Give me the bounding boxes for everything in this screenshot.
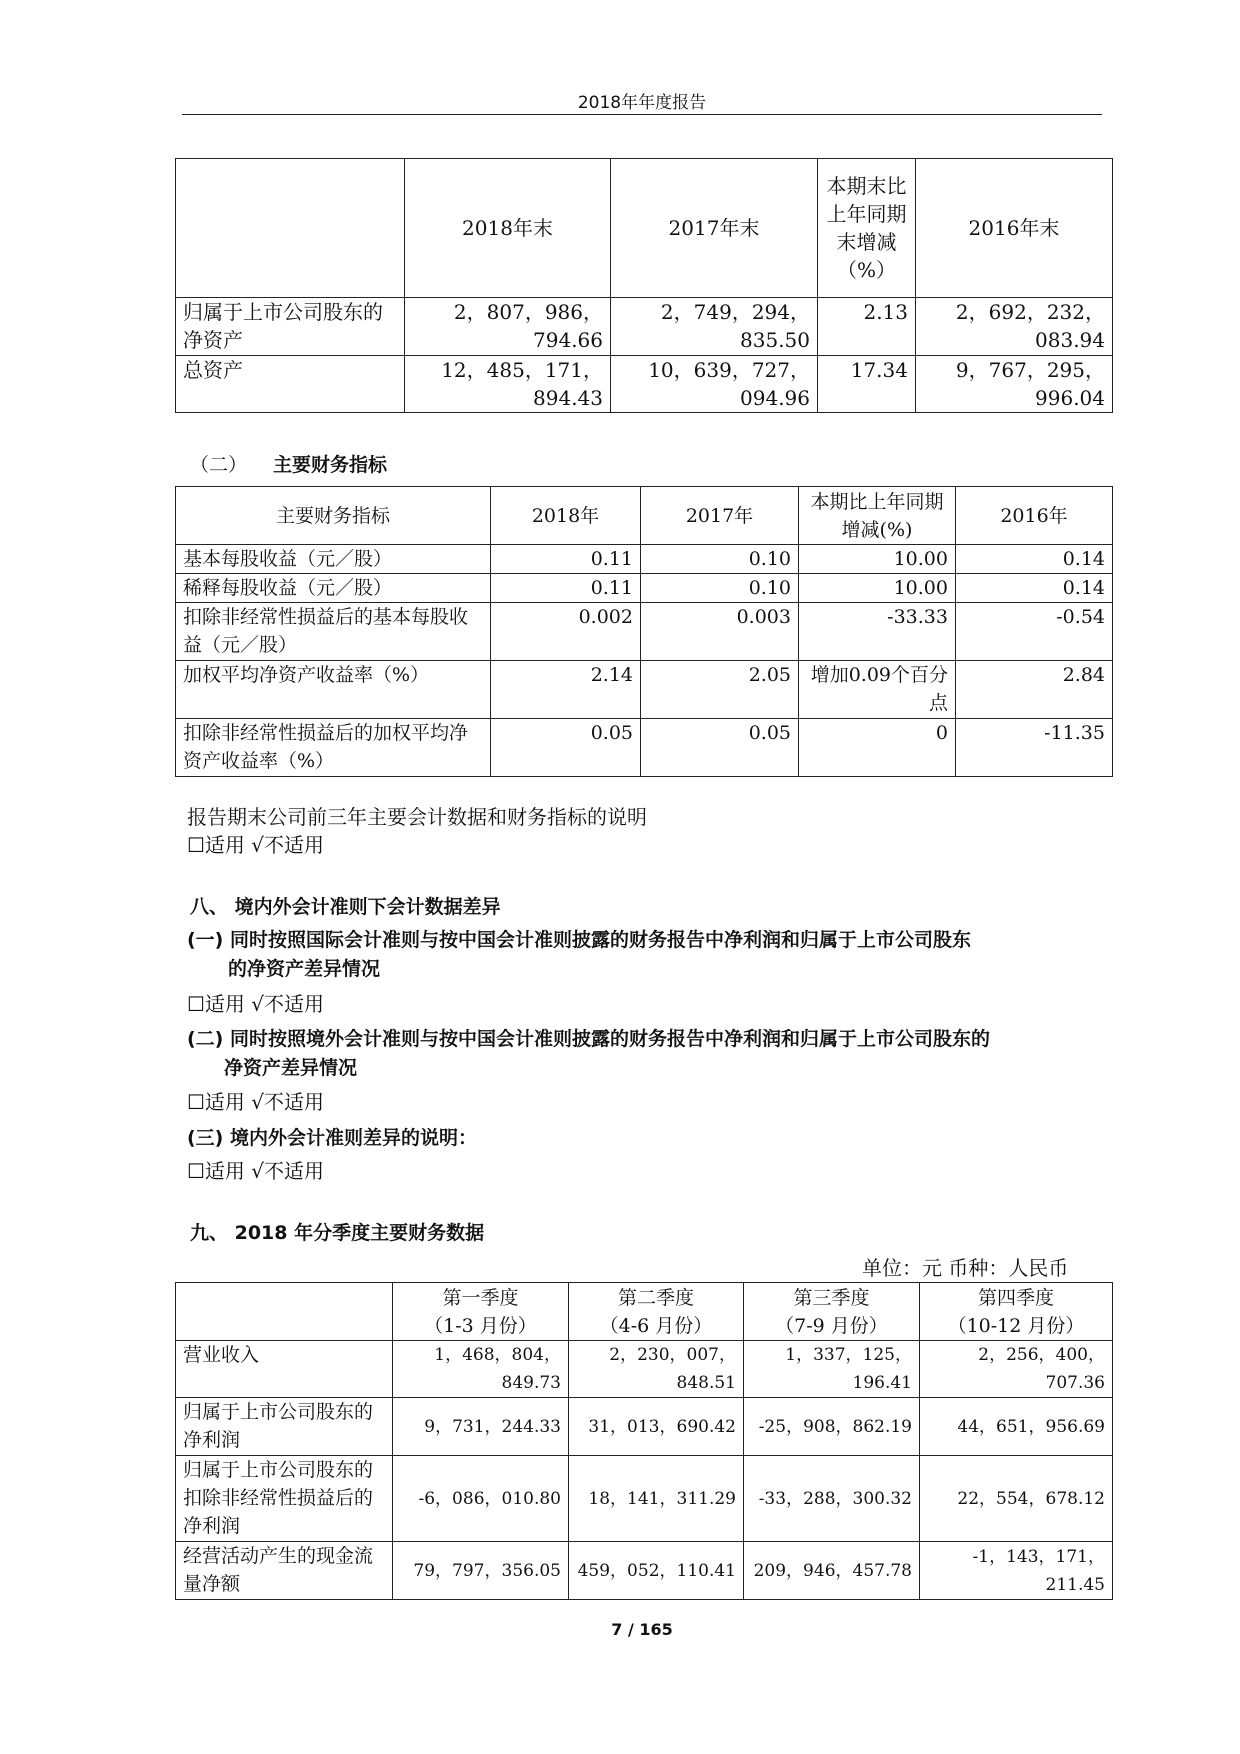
header-cell: 第一季度 （1-3 月份） xyxy=(393,1283,569,1341)
cell-value: 12，485，171，894.43 xyxy=(405,356,611,413)
table-header-row xyxy=(176,1283,1113,1341)
cell-value: 增加0.09个百分点 xyxy=(799,661,956,719)
cell-value: 18，141，311.29 xyxy=(569,1456,744,1542)
header-cell: 2016年 xyxy=(956,487,1113,545)
applicability-option: ☐适用 √不适用 xyxy=(187,833,325,857)
cell-value: 0.10 xyxy=(641,545,799,574)
applicability-option: ☐适用 √不适用 xyxy=(187,1090,325,1114)
cell-value: 2，692，232，083.94 xyxy=(916,298,1113,356)
section-number: （二） xyxy=(190,454,248,476)
row-label: 扣除非经常性损益后的基本每股收益（元／股） xyxy=(176,603,491,661)
cell-value: 2，230，007，848.51 xyxy=(569,1341,744,1398)
cell-value: 2.13 xyxy=(818,298,916,356)
table-row xyxy=(176,661,1113,719)
header-cell: 2018年末 xyxy=(405,159,611,298)
header-cell: 本期比上年同期增减(%) xyxy=(799,487,956,545)
cell-value: 31，013，690.42 xyxy=(569,1398,744,1456)
cell-value: 0.05 xyxy=(641,719,799,777)
header-cell: 第四季度 （10-12 月份） xyxy=(920,1283,1113,1341)
header-cell xyxy=(176,159,405,298)
applicability-option: ☐适用 √不适用 xyxy=(187,992,325,1016)
header-cell: 2017年 xyxy=(641,487,799,545)
cell-value: 1，468，804，849.73 xyxy=(393,1341,569,1398)
cell-value: 2，256，400，707.36 xyxy=(920,1341,1113,1398)
page-number: 7 / 165 xyxy=(611,1620,673,1639)
table-row xyxy=(176,1456,1113,1542)
table-row xyxy=(176,603,1113,661)
cell-value: 44，651，956.69 xyxy=(920,1398,1113,1456)
cell-value: 9，767，295，996.04 xyxy=(916,356,1113,413)
subsection-title-cont: 净资产差异情况 xyxy=(224,1057,358,1079)
table-row xyxy=(176,298,1113,356)
table-row xyxy=(176,574,1113,603)
explain-text: 报告期末公司前三年主要会计数据和财务指标的说明 xyxy=(187,805,647,829)
cell-value: 10，639，727，094.96 xyxy=(611,356,818,413)
balance-table xyxy=(175,158,1113,413)
cell-value: 459，052，110.41 xyxy=(569,1542,744,1600)
cell-value: 0 xyxy=(799,719,956,777)
row-label: 扣除非经常性损益后的加权平均净资产收益率（%） xyxy=(176,719,491,777)
cell-value: 2.05 xyxy=(641,661,799,719)
subsection-title: (三) 境内外会计准则差异的说明： xyxy=(187,1127,477,1149)
section-title: 九、 2018 年分季度主要财务数据 xyxy=(190,1222,485,1244)
table-row xyxy=(176,545,1113,574)
cell-value: 2.84 xyxy=(956,661,1113,719)
header-cell: 第三季度 （7-9 月份） xyxy=(744,1283,920,1341)
cell-value: 10.00 xyxy=(799,574,956,603)
cell-value: 0.11 xyxy=(491,574,641,603)
cell-value: 9，731，244.33 xyxy=(393,1398,569,1456)
row-label: 稀释每股收益（元／股） xyxy=(176,574,491,603)
subsection-title: (二) 同时按照境外会计准则与按中国会计准则披露的财务报告中净利润和归属于上市公司股东的 xyxy=(187,1028,990,1050)
header-cell: 2018年 xyxy=(491,487,641,545)
row-label: 加权平均净资产收益率（%） xyxy=(176,661,491,719)
header-cell: 主要财务指标 xyxy=(176,487,491,545)
row-label: 归属于上市公司股东的扣除非经常性损益后的净利润 xyxy=(176,1456,393,1542)
row-label: 营业收入 xyxy=(176,1341,393,1398)
financial-indicators-table xyxy=(175,486,1113,777)
cell-value: 0.002 xyxy=(491,603,641,661)
header-cell: 第二季度 （4-6 月份） xyxy=(569,1283,744,1341)
header-divider xyxy=(182,114,1102,115)
table-row xyxy=(176,1542,1113,1600)
page-header: 2018年年度报告 xyxy=(577,93,707,113)
row-label: 基本每股收益（元／股） xyxy=(176,545,491,574)
row-label: 总资产 xyxy=(176,356,405,413)
section-title: 八、 境内外会计准则下会计数据差异 xyxy=(190,896,501,918)
cell-value: -11.35 xyxy=(956,719,1113,777)
subsection-title: (一) 同时按照国际会计准则与按中国会计准则披露的财务报告中净利润和归属于上市公司股东 xyxy=(187,929,971,951)
cell-value: -33.33 xyxy=(799,603,956,661)
cell-value: 2，807，986，794.66 xyxy=(405,298,611,356)
cell-value: 22，554，678.12 xyxy=(920,1456,1113,1542)
cell-value: 2.14 xyxy=(491,661,641,719)
cell-value: 0.14 xyxy=(956,545,1113,574)
cell-value: 0.003 xyxy=(641,603,799,661)
cell-value: 2，749，294，835.50 xyxy=(611,298,818,356)
cell-value: 209，946，457.78 xyxy=(744,1542,920,1600)
unit-note: 单位：元 币种：人民币 xyxy=(862,1256,1069,1280)
applicability-option: ☐适用 √不适用 xyxy=(187,1159,325,1183)
cell-value: 0.05 xyxy=(491,719,641,777)
cell-value: 1，337，125，196.41 xyxy=(744,1341,920,1398)
cell-value: -1，143，171，211.45 xyxy=(920,1542,1113,1600)
cell-value: -25，908，862.19 xyxy=(744,1398,920,1456)
subsection-title-cont: 的净资产差异情况 xyxy=(228,958,381,980)
cell-value: -0.54 xyxy=(956,603,1113,661)
cell-value: 10.00 xyxy=(799,545,956,574)
cell-value: 17.34 xyxy=(818,356,916,413)
cell-value: 0.10 xyxy=(641,574,799,603)
row-label: 归属于上市公司股东的净利润 xyxy=(176,1398,393,1456)
row-label: 归属于上市公司股东的净资产 xyxy=(176,298,405,356)
section-title: 主要财务指标 xyxy=(273,454,388,476)
cell-value: -33，288，300.32 xyxy=(744,1456,920,1542)
cell-value: 79，797，356.05 xyxy=(393,1542,569,1600)
row-label: 经营活动产生的现金流量净额 xyxy=(176,1542,393,1600)
quarterly-data-table xyxy=(175,1282,1113,1600)
table-row xyxy=(176,1398,1113,1456)
cell-value: 0.14 xyxy=(956,574,1113,603)
table-row xyxy=(176,356,1113,413)
table-header-row xyxy=(176,487,1113,545)
header-cell: 2017年末 xyxy=(611,159,818,298)
header-cell: 2016年末 xyxy=(916,159,1113,298)
cell-value: 0.11 xyxy=(491,545,641,574)
header-cell: 本期末比上年同期末增减（%） xyxy=(818,159,916,298)
cell-value: -6，086，010.80 xyxy=(393,1456,569,1542)
table-row xyxy=(176,1341,1113,1398)
header-cell xyxy=(176,1283,393,1341)
table-header-row xyxy=(176,159,1113,298)
table-row xyxy=(176,719,1113,777)
